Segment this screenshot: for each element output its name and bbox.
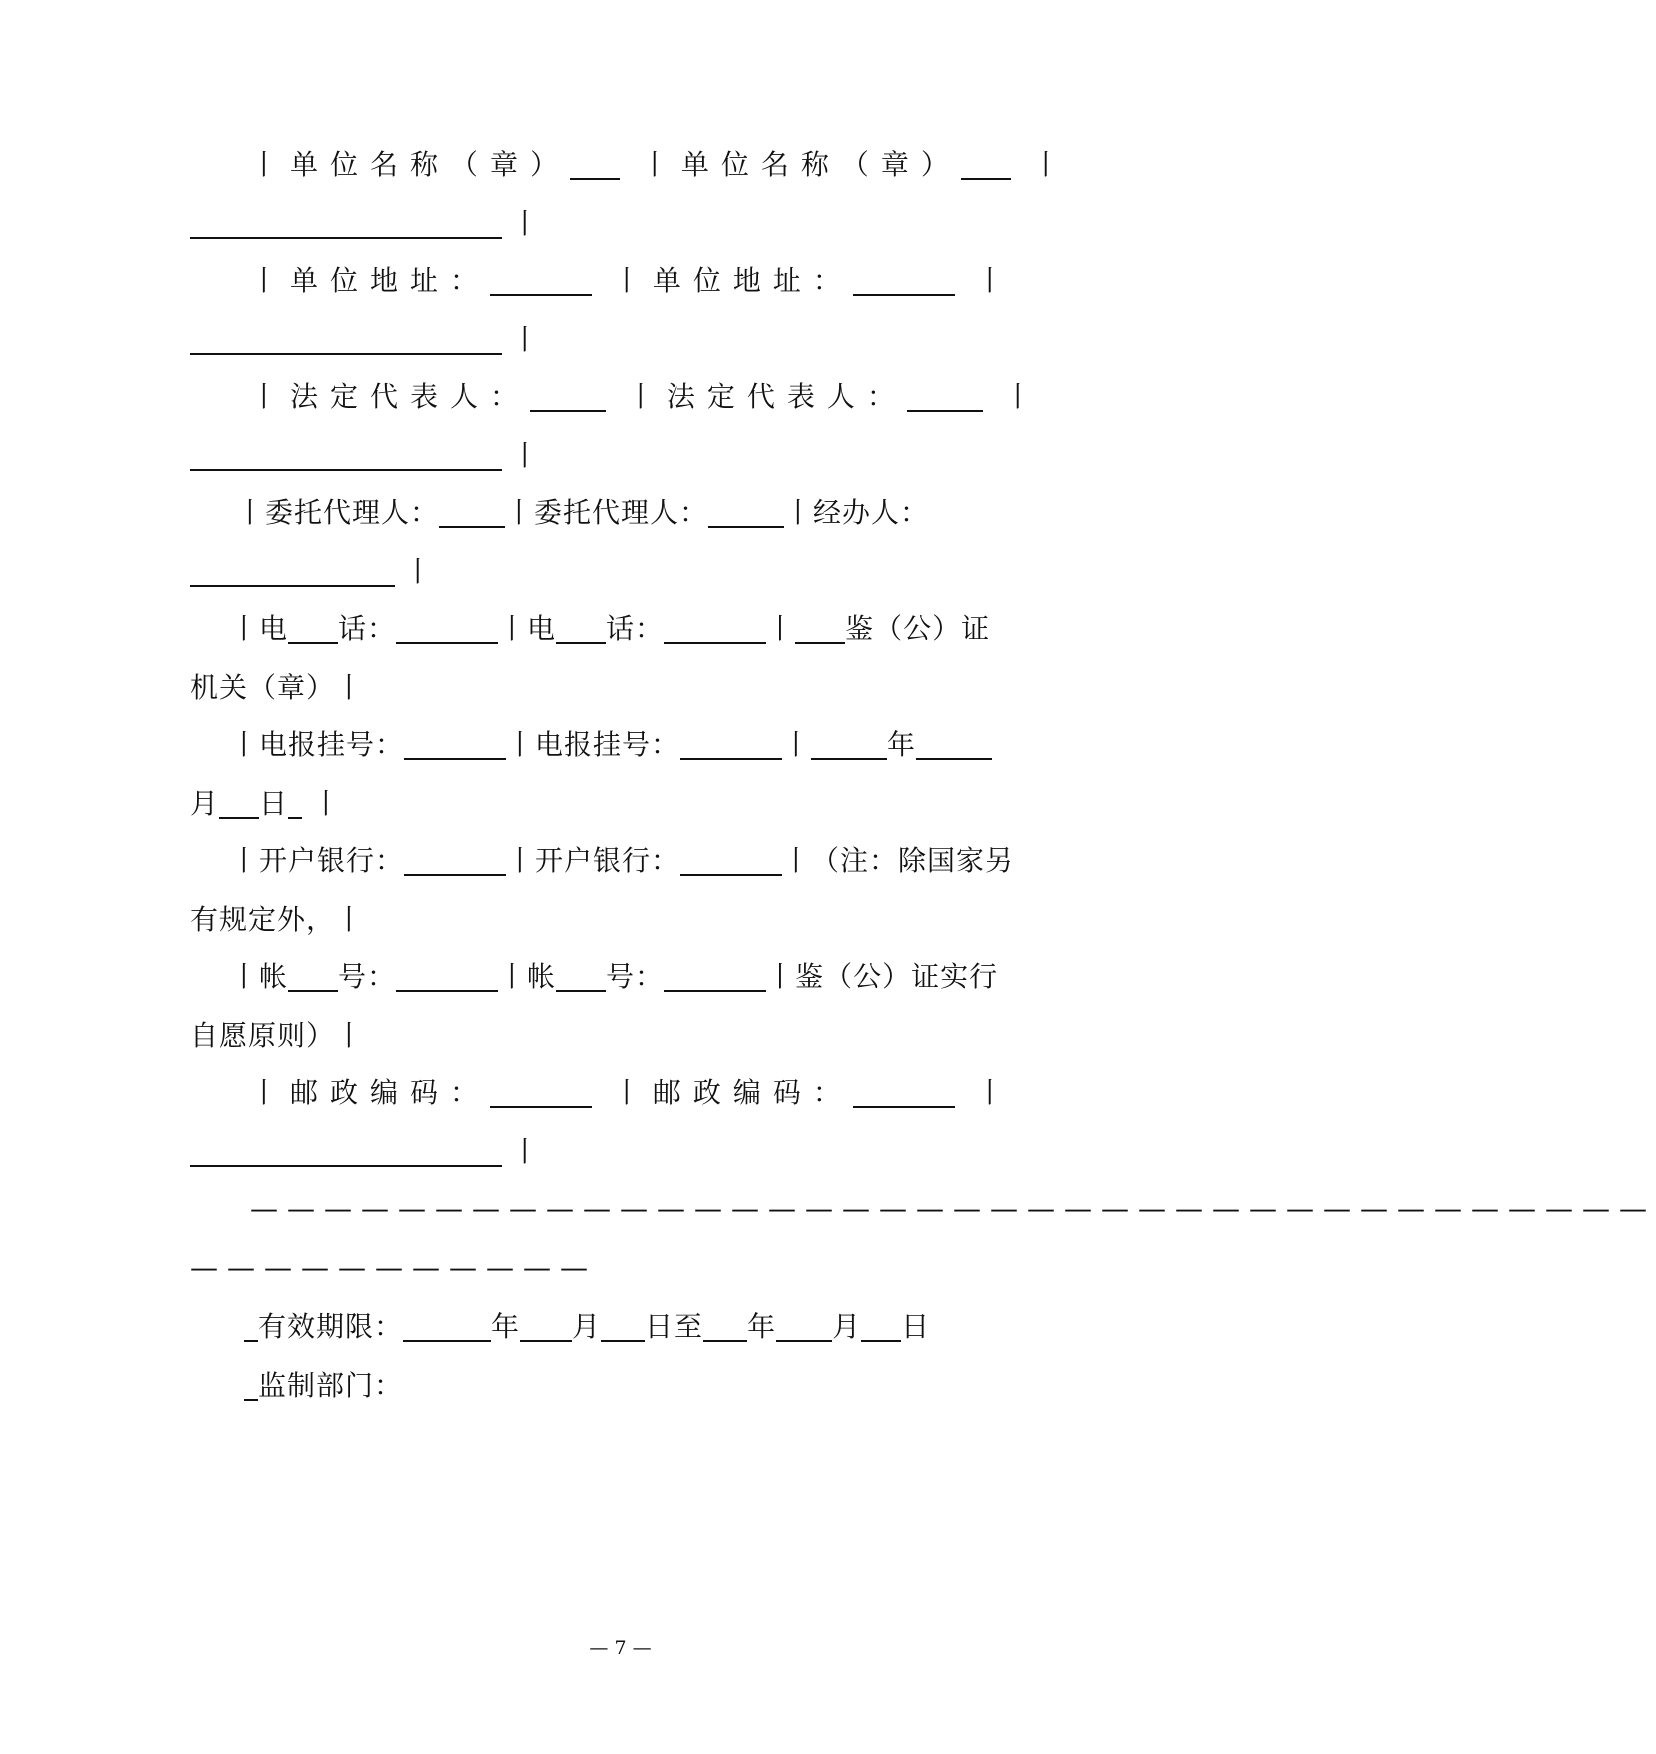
label-account-a-2: 号：	[338, 960, 397, 993]
row-separator: 丨	[782, 728, 812, 761]
blank	[556, 613, 606, 644]
row-unit-address	[250, 261, 1050, 301]
label-unit-address-a: 丨单位地址：	[250, 264, 491, 297]
row-agent-cont	[190, 552, 1050, 592]
label-bank-a: 丨开户银行：	[230, 844, 405, 877]
row-end: 丨	[510, 323, 539, 356]
label-account-b-1: 丨帐	[498, 960, 557, 993]
row-account-cont	[190, 1016, 1050, 1056]
label-agent-b: 丨委托代理人：	[505, 496, 709, 529]
row-legal-rep	[250, 377, 1050, 417]
row-bank	[230, 841, 1030, 881]
label-notary-office: 机关（章）丨	[190, 671, 365, 704]
blank	[853, 1077, 955, 1108]
blank	[916, 729, 992, 760]
label-telegraph-a: 丨电报挂号：	[230, 728, 405, 761]
label-month: 月	[572, 1310, 602, 1343]
row-bank-cont	[190, 900, 1050, 940]
label-agent-a: 丨委托代理人：	[236, 496, 440, 529]
label-bank-b: 丨开户银行：	[506, 844, 681, 877]
row-end: 丨	[510, 439, 539, 472]
label-phone-a-1: 丨电	[230, 612, 289, 645]
row-end: 丨	[403, 555, 432, 588]
label-notary: 鉴（公）证	[845, 612, 991, 645]
row-postcode	[250, 1073, 1050, 1113]
blank	[190, 440, 502, 471]
row-separator: 丨	[1031, 148, 1072, 181]
blank	[664, 961, 766, 992]
label-year-2: 年	[747, 1310, 777, 1343]
blank	[244, 1311, 258, 1342]
label-unit-name-b: 丨单位名称（章）	[640, 148, 961, 181]
blank	[219, 788, 259, 819]
row-legal-rep-cont	[190, 436, 1050, 476]
blank	[396, 961, 498, 992]
blank	[708, 497, 784, 528]
blank	[490, 1077, 592, 1108]
label-legal-rep-a: 丨法定代表人：	[250, 380, 531, 413]
blank	[288, 788, 302, 819]
label-telegraph-b: 丨电报挂号：	[506, 728, 681, 761]
row-unit-address-cont	[190, 320, 1050, 360]
dashed-divider: ——————————————————————————————————————	[250, 1192, 1656, 1225]
blank	[530, 381, 606, 412]
blank	[288, 961, 338, 992]
row-unit-name-cont	[190, 204, 1050, 244]
row-separator: 丨	[975, 264, 1016, 297]
blank	[439, 497, 505, 528]
label-voluntary-cont: 自愿原则）丨	[190, 1019, 365, 1052]
label-legal-rep-b: 丨法定代表人：	[626, 380, 907, 413]
blank	[680, 729, 782, 760]
label-phone-b-1: 丨电	[498, 612, 557, 645]
page-number: — 7 —	[589, 1637, 652, 1659]
validity-line	[244, 1307, 1044, 1347]
label-unit-address-b: 丨单位地址：	[612, 264, 853, 297]
label-day-to: 日至	[645, 1310, 704, 1343]
blank	[961, 149, 1011, 180]
label-note-cont: 有规定外，丨	[190, 903, 365, 936]
label-phone-b-2: 话：	[606, 612, 665, 645]
row-telegraph-cont	[190, 784, 1050, 824]
blank	[811, 729, 887, 760]
blank	[570, 149, 620, 180]
blank	[776, 1311, 832, 1342]
label-month-2: 月	[832, 1310, 862, 1343]
row-account	[230, 957, 1030, 997]
label-account-b-2: 号：	[606, 960, 665, 993]
label-unit-name-a: 丨单位名称（章）	[250, 148, 571, 181]
row-end: 丨	[311, 787, 341, 820]
label-postcode-a: 丨邮政编码：	[250, 1076, 491, 1109]
label-supervisor: 监制部门：	[258, 1369, 404, 1402]
label-day: 日	[259, 787, 289, 820]
label-note: 丨（注：除国家另	[782, 844, 1015, 877]
blank	[404, 845, 506, 876]
row-end: 丨	[510, 207, 539, 240]
row-separator: 丨	[975, 1076, 1016, 1109]
blank	[601, 1311, 645, 1342]
blank	[703, 1311, 747, 1342]
label-month: 月	[190, 787, 220, 820]
blank	[190, 556, 395, 587]
blank	[288, 613, 338, 644]
blank	[853, 265, 955, 296]
blank	[795, 613, 845, 644]
blank	[190, 324, 502, 355]
supervisor-line	[244, 1366, 1044, 1406]
blank	[403, 1311, 491, 1342]
blank	[861, 1311, 901, 1342]
row-postcode-cont	[190, 1132, 1050, 1172]
blank	[907, 381, 983, 412]
label-notary-voluntary: 丨鉴（公）证实行	[766, 960, 999, 993]
dashed-divider-cont: ———————————	[190, 1251, 597, 1284]
row-telegraph	[230, 725, 1030, 765]
blank	[404, 729, 506, 760]
row-end: 丨	[510, 1135, 539, 1168]
label-day-2: 日	[901, 1310, 931, 1343]
blank	[490, 265, 592, 296]
row-separator: 丨	[766, 612, 796, 645]
label-account-a-1: 丨帐	[230, 960, 289, 993]
label-year: 年	[887, 728, 917, 761]
row-agent	[236, 493, 1036, 533]
label-validity: 有效期限：	[258, 1310, 404, 1343]
row-separator: 丨	[1003, 380, 1044, 413]
label-postcode-b: 丨邮政编码：	[612, 1076, 853, 1109]
row-phone	[230, 609, 1030, 649]
blank	[190, 208, 502, 239]
blank	[244, 1370, 258, 1401]
blank	[396, 613, 498, 644]
blank	[556, 961, 606, 992]
label-phone-a-2: 话：	[338, 612, 397, 645]
blank	[664, 613, 766, 644]
row-phone-cont	[190, 668, 1050, 708]
label-year: 年	[491, 1310, 521, 1343]
blank	[680, 845, 782, 876]
row-unit-name	[250, 145, 1072, 185]
blank	[190, 1136, 502, 1167]
blank	[520, 1311, 572, 1342]
label-handler: 丨经办人：	[784, 496, 930, 529]
